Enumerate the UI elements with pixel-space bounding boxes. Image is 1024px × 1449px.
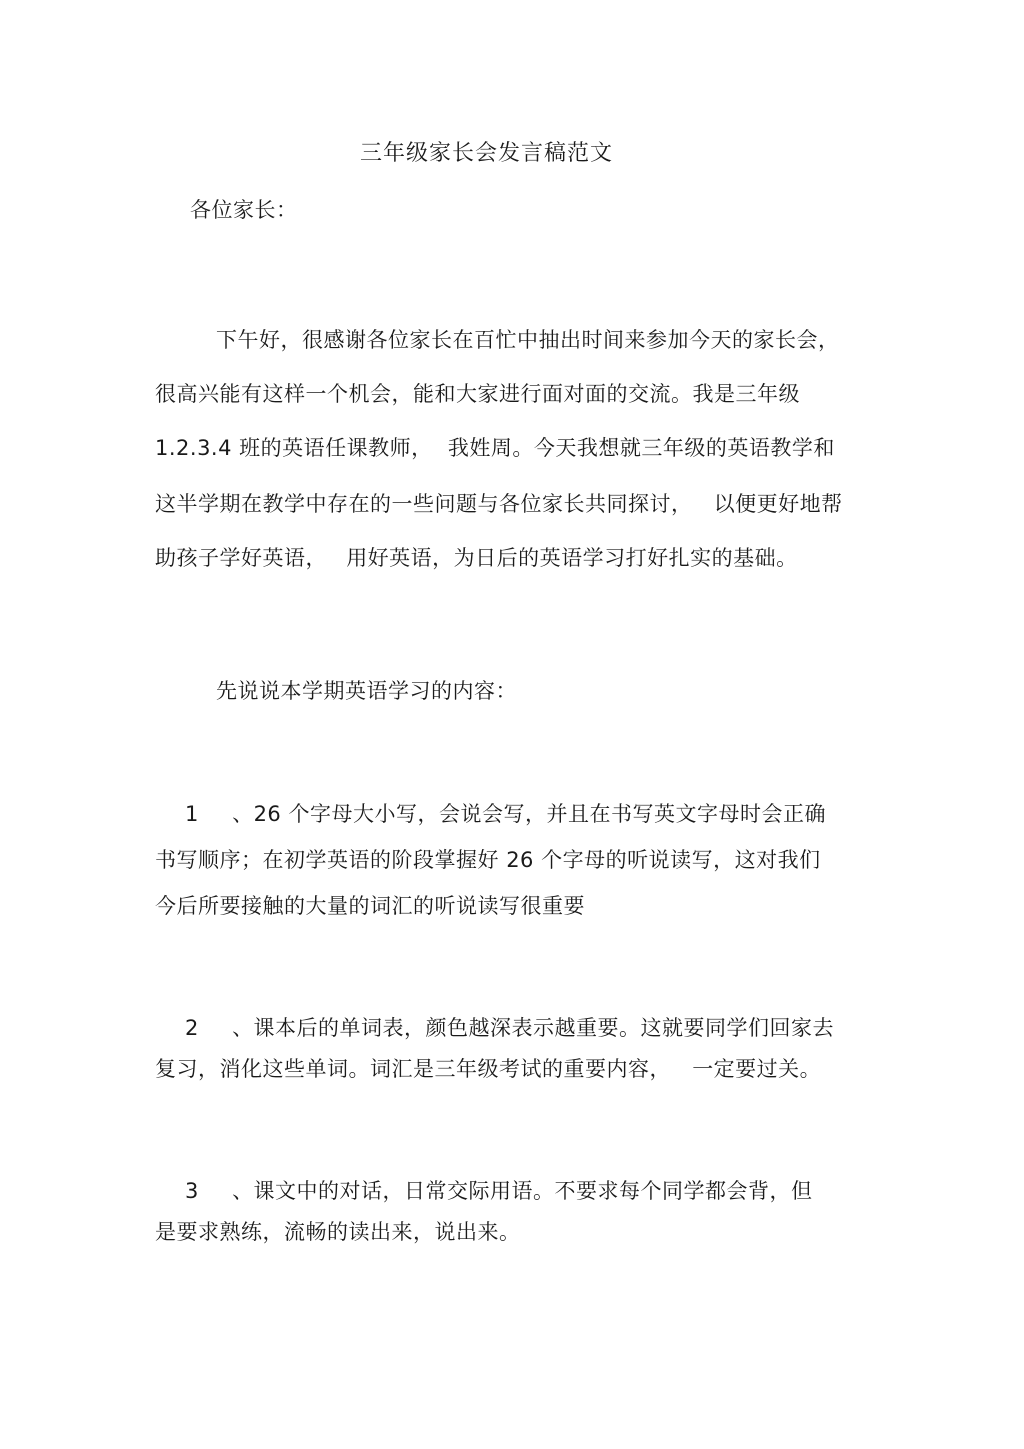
list-item-2-line-2a: 复习，消化这些单词。词汇是三年级考试的重要内容， [155,1057,671,1081]
intro-line-3-rest: 我姓周。今天我想就三年级的英语教学和 [447,436,835,460]
list-item-2-line-2b: 一定要过关。 [692,1057,822,1081]
list-item-1-text: 个字母大小写，会说会写，并且在书写英文字母时会正确 [288,802,826,826]
intro-line-2: 很高兴能有这样一个机会，能和大家进行面对面的交流。我是三年级 [155,382,800,406]
intro-line-1: 下午好，很感谢各位家长在百忙中抽出时间来参加今天的家长会， [216,328,840,352]
list-item-1-line-2-pre: 书写顺序；在初学英语的阶段掌握好 [155,848,499,872]
list-item-number: 2 [185,1016,199,1040]
list-item-2-line-2 [155,1055,821,1083]
content-intro: 先说说本学期英语学习的内容： [216,679,517,703]
document-title: 三年级家长会发言稿范文 [360,141,614,166]
class-numbers: 1.2.3.4 [155,436,232,460]
list-item-1-line-2-count: 26 [506,848,534,872]
salutation: 各位家长： [190,198,298,222]
list-item-3-line-2: 是要求熟练，流畅的读出来，说出来。 [155,1220,521,1244]
list-item-number: 1 [185,802,199,826]
intro-line-4a: 这半学期在教学中存在的一些问题与各位家长共同探讨， [155,492,693,516]
list-item-number: 3 [185,1179,199,1203]
intro-line-4b: 以便更好地帮 [713,492,843,516]
intro-line-4 [155,490,843,518]
intro-line-5 [155,544,798,572]
intro-line-3-text: 班的英语任课教师， [239,436,433,460]
list-item-1-prefix: 、 [232,802,254,826]
intro-line-5a: 助孩子学好英语， [155,546,327,570]
list-item-1-count: 26 [253,802,282,826]
list-item-1-line-1 [185,800,826,828]
intro-line-5b: 用好英语，为日后的英语学习打好扎实的基础。 [346,546,798,570]
list-item-1-line-2 [155,846,821,874]
list-item-2-line-1 [185,1014,834,1042]
list-item-1-line-2-text: 个字母的听说读写，这对我们 [541,848,821,872]
list-item-3-text: 、课文中的对话，日常交际用语。不要求每个同学都会背，但 [232,1179,813,1203]
intro-line-3 [155,434,835,462]
list-item-3-line-1 [185,1177,813,1205]
list-item-1-line-3: 今后所要接触的大量的词汇的听说读写很重要 [155,894,585,918]
list-item-2-text: 、课本后的单词表，颜色越深表示越重要。这就要同学们回家去 [232,1016,835,1040]
